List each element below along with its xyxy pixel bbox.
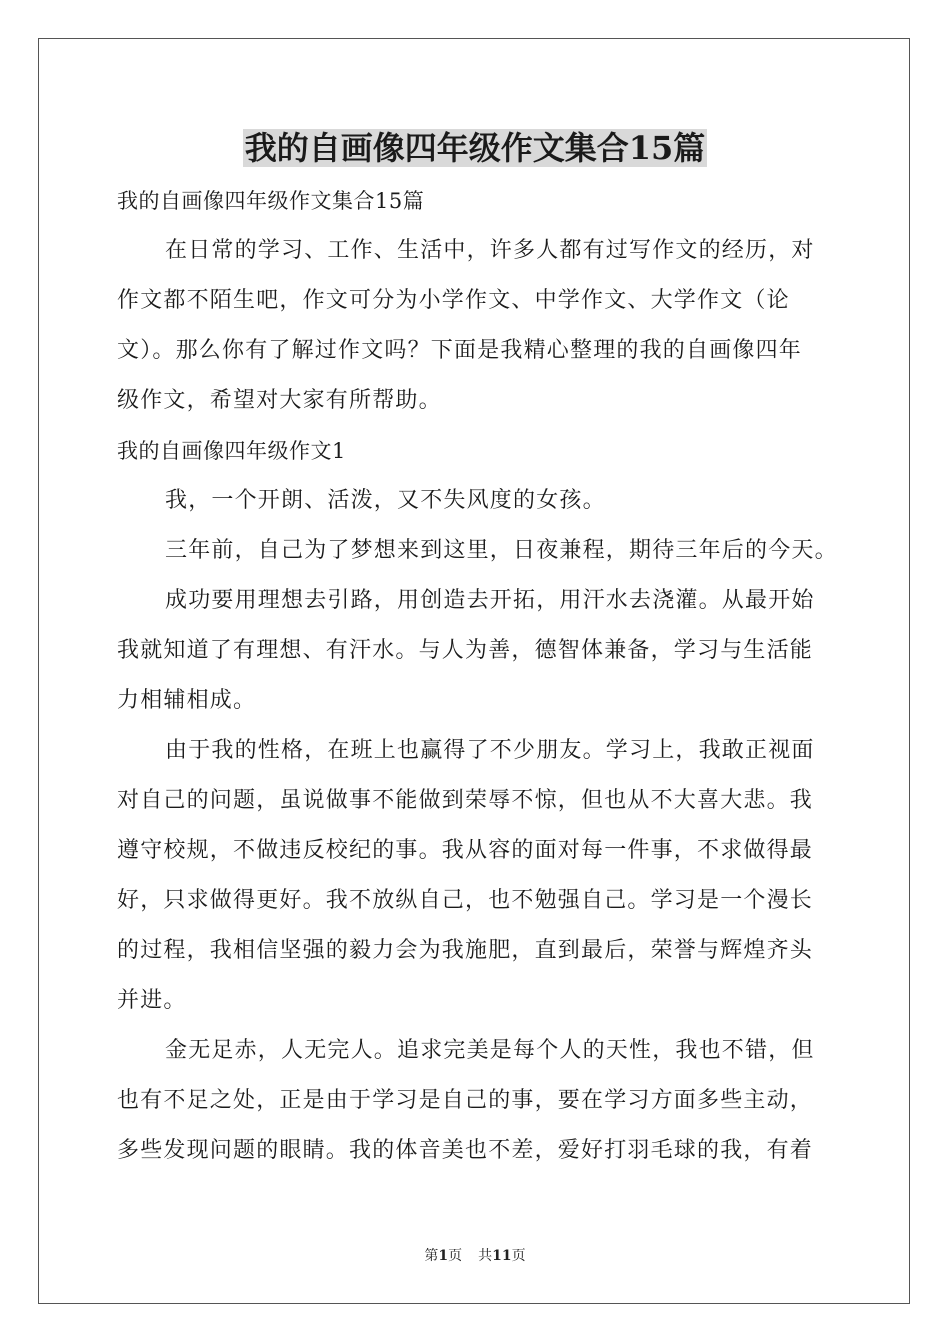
- paragraph-line: 我就知道了有理想、有汗水。与人为善，德智体兼备，学习与生活能: [117, 638, 814, 663]
- paragraph-line: 级作文，希望对大家有所帮助。: [117, 388, 442, 413]
- page-label-suffix: 页: [448, 1248, 463, 1264]
- paragraph-line: 成功要用理想去引路，用创造去开拓，用汗水去浇灌。从最开始: [165, 588, 815, 613]
- page-footer: [0, 1246, 950, 1266]
- section-heading: 我的自画像四年级作文集合15篇: [117, 189, 425, 213]
- total-label-prefix: 共: [478, 1248, 493, 1264]
- paragraph-line: 对自己的问题，虽说做事不能做到荣辱不惊，但也从不大喜大悲。我: [117, 788, 814, 813]
- page-number: 1: [438, 1248, 449, 1264]
- paragraph-line: 文）。那么你有了解过作文吗？下面是我精心整理的我的自画像四年: [117, 338, 803, 363]
- section-heading: 我的自画像四年级作文1: [117, 439, 346, 463]
- document-title-text: 我的自画像四年级作文集合15篇: [244, 129, 706, 167]
- paragraph-line: 并进。: [117, 988, 187, 1013]
- paragraph-line: 的过程，我相信坚强的毅力会为我施肥，直到最后，荣誉与辉煌齐头: [117, 938, 814, 963]
- page-label-prefix: 第: [424, 1248, 439, 1264]
- paragraph-line: 在日常的学习、工作、生活中，许多人都有过写作文的经历，对: [165, 238, 815, 263]
- paragraph-line: 由于我的性格，在班上也赢得了不少朋友。学习上，我敢正视面: [165, 738, 815, 763]
- paragraph-line: 金无足赤，人无完人。追求完美是每个人的天性，我也不错，但: [165, 1038, 815, 1063]
- paragraph-line: 我，一个开朗、活泼，又不失风度的女孩。: [165, 488, 606, 513]
- document-title: [0, 126, 950, 170]
- paragraph-line: 也有不足之处，正是由于学习是自己的事，要在学习方面多些主动，: [117, 1088, 814, 1113]
- total-pages: 11: [492, 1248, 512, 1264]
- paragraph-line: 遵守校规，不做违反校纪的事。我从容的面对每一件事，不求做得最: [117, 838, 814, 863]
- paragraph-line: 作文都不陌生吧，作文可分为小学作文、中学作文、大学作文（论: [117, 288, 790, 313]
- document-body: [117, 176, 839, 1176]
- paragraph-line: 多些发现问题的眼睛。我的体音美也不差，爱好打羽毛球的我，有着: [117, 1138, 814, 1163]
- paragraph-line: 好，只求做得更好。我不放纵自己，也不勉强自己。学习是一个漫长: [117, 888, 814, 913]
- total-label-suffix: 页: [511, 1248, 526, 1264]
- paragraph-line: 力相辅相成。: [117, 688, 257, 713]
- paragraph-line: 三年前，自己为了梦想来到这里，日夜兼程，期待三年后的今天。: [165, 538, 838, 563]
